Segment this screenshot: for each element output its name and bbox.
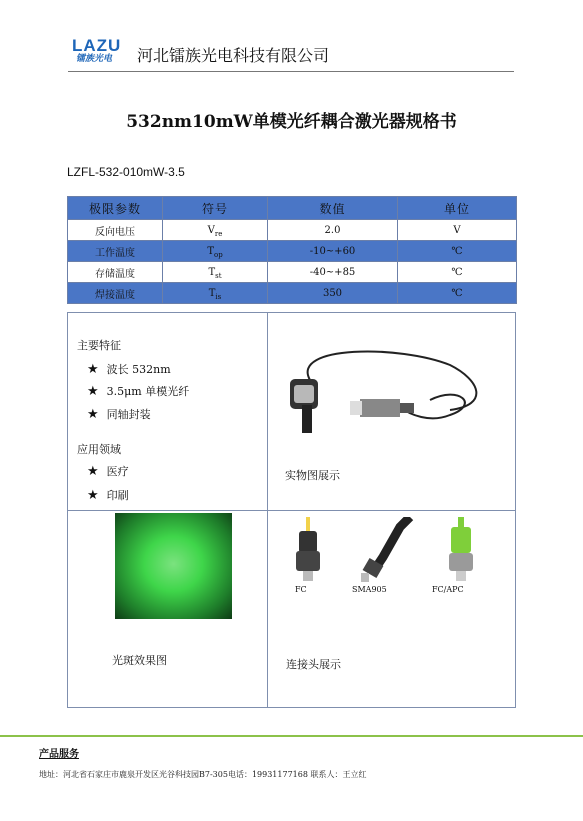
footer-divider — [0, 735, 583, 737]
star-icon: ★ — [87, 464, 99, 479]
beam-spot-caption: 光斑效果图 — [112, 654, 167, 667]
value-cell: 350 — [268, 283, 398, 304]
param-cell: 存储温度 — [68, 262, 163, 283]
footer-address: 地址：河北省石家庄市鹿泉开发区光谷科技园B7-305电话：19931177168 联系人：王立红 — [39, 770, 367, 779]
application-item: ★ 印刷 — [87, 488, 129, 503]
header-param: 极限参数 — [68, 197, 163, 220]
table-row — [68, 283, 517, 304]
table-header-row — [68, 197, 517, 220]
logo-text: LAZU — [72, 36, 122, 55]
param-cell: 反向电压 — [68, 220, 163, 241]
connector-label-sma905: SMA905 — [352, 585, 387, 594]
symbol-cell: $T_{is}$ — [163, 283, 268, 304]
application-item: ★ 医疗 — [87, 464, 129, 479]
header-divider — [68, 71, 514, 72]
model-number: LZFL-532-010mW-3.5 — [67, 165, 185, 179]
main-features-title: 主要特征 — [77, 339, 121, 352]
star-icon: ★ — [87, 488, 99, 503]
sma905-connector-image — [355, 517, 415, 583]
star-icon: ★ — [87, 407, 99, 422]
star-icon: ★ — [87, 384, 99, 399]
unit-cell: ℃ — [398, 262, 517, 283]
symbol-cell: $V_{re}$ — [163, 220, 268, 241]
product-photo — [280, 345, 500, 450]
table-row — [68, 220, 517, 241]
unit-cell: ℃ — [398, 283, 517, 304]
table-row — [68, 241, 517, 262]
star-icon: ★ — [87, 362, 99, 377]
fc-connector-image — [288, 517, 330, 581]
applications-title: 应用领域 — [77, 443, 121, 456]
fc-apc-connector-image — [440, 517, 484, 581]
connectors-caption: 连接头展示 — [286, 658, 341, 671]
absolute-ratings-table — [67, 196, 517, 304]
symbol-cell: $T_{st}$ — [163, 262, 268, 283]
footer-title: 产品服务 — [39, 749, 79, 760]
product-photo-caption: 实物图展示 — [285, 469, 340, 482]
param-cell: 工作温度 — [68, 241, 163, 262]
param-cell: 焊接温度 — [68, 283, 163, 304]
value-cell: -10~+60 — [268, 241, 398, 262]
unit-cell: ℃ — [398, 241, 517, 262]
connector-label-fc: FC — [295, 585, 307, 594]
document-title: 532nm10mW单模光纤耦合激光器规格书 — [126, 112, 457, 132]
feature-item: ★ 同轴封装 — [87, 407, 151, 422]
connector-label-fc-apc: FC/APC — [432, 585, 464, 594]
unit-cell: V — [398, 220, 517, 241]
logo-subtext: 镭族光电 — [76, 54, 113, 64]
feature-item: ★ 波长 532nm — [87, 362, 171, 377]
company-name: 河北镭族光电科技有限公司 — [137, 46, 330, 65]
grid-horizontal-divider — [67, 510, 516, 511]
symbol-cell: $T_{op}$ — [163, 241, 268, 262]
value-cell: 2.0 — [268, 220, 398, 241]
table-row — [68, 262, 517, 283]
header-unit: 单位 — [398, 197, 517, 220]
header-value: 数值 — [268, 197, 398, 220]
header-symbol: 符号 — [163, 197, 268, 220]
value-cell: -40~+85 — [268, 262, 398, 283]
feature-item: ★ 3.5μm 单模光纤 — [87, 384, 190, 399]
beam-spot-image — [115, 513, 232, 619]
company-logo — [72, 38, 134, 68]
